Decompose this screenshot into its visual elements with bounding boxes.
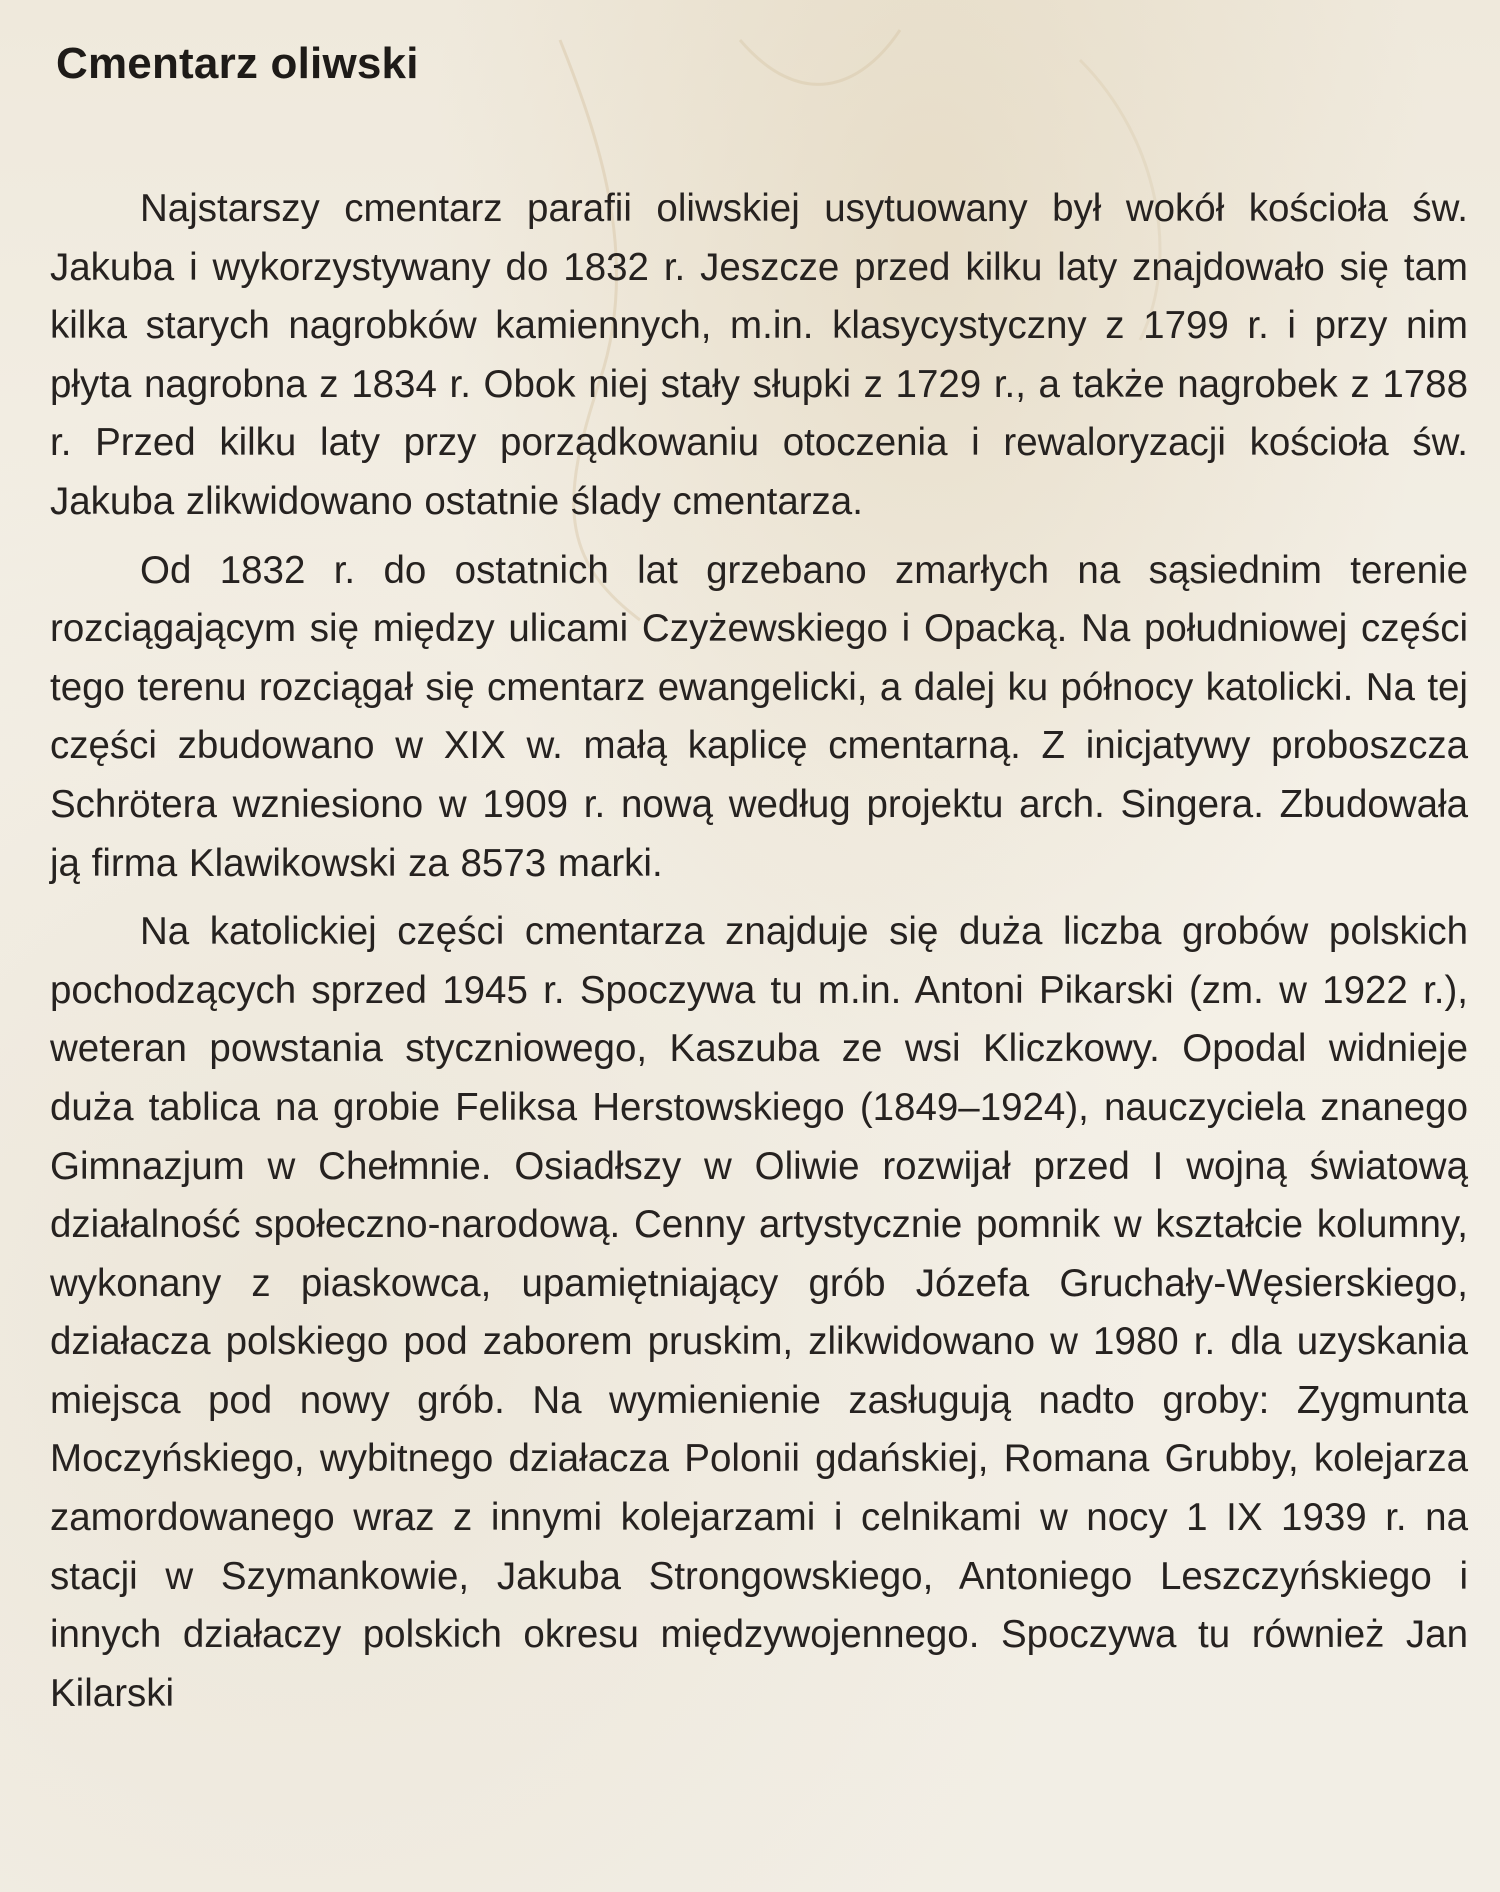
book-page (50, 22, 1468, 1733)
paragraph: Na katolickiej części cmentarza znajduje się duża liczba grobów polskich pochodzących sprzed 1945 r. Spoczywa tu m.in. Antoni Pikarski (zm. w 1922 r.), weteran powstania styczniowego, Kaszuba ze wsi Kliczkowy. Opodal widnieje duża tablica na grobie Feliksa Herstowskiego (1849–1924), nauczyciela znanego Gimnazjum w Chełmnie. Osiadłszy w Oliwie rozwijał przed I wojną światową działalność społeczno-narodową. Cenny artystycznie pomnik w kształcie kolumny, wykonany z piaskowca, upamiętniający grób Józefa Gruchały-Węsierskiego, działacza polskiego pod zaborem pruskim, zlikwidowano w 1980 r. dla uzyskania miejsca pod nowy grób. Na wymienienie zasługują nadto groby: Zygmunta Moczyńskiego, wybitnego działacza Polonii gdańskiej, Romana Grubby, kolejarza zamordowanego wraz z innymi kolejarzami i celnikami w nocy 1 IX 1939 r. na stacji w Szymankowie, Jakuba Strongowskiego, Antoniego Leszczyńskiego i innych działaczy polskich okresu międzywojennego. Spoczywa tu również Jan Kilarski (50, 910, 1468, 1715)
paragraph: Od 1832 r. do ostatnich lat grzebano zmarłych na sąsiednim terenie rozciągającym się między ulicami Czyżewskiego i Opacką. Na południowej części tego terenu rozciągał się cmentarz ewangelicki, a dalej ku północy katolicki. Na tej części zbudowano w XIX w. małą kaplicę cmentarną. Z inicjatywy proboszcza Schrötera wzniesiono w 1909 r. nową według projektu arch. Singera. Zbudowała ją firma Klawikowski za 8573 marki. (50, 548, 1468, 885)
paragraph: Najstarszy cmentarz parafii oliwskiej usytuowany był wokół kościoła św. Jakuba i wykorzystywany do 1832 r. Jeszcze przed kilku laty znajdowało się tam kilka starych nagrobków kamiennych, m.in. klasycystyczny z 1799 r. i przy nim płyta nagrobna z 1834 r. Obok niej stały słupki z 1729 r., a także nagrobek z 1788 r. Przed kilku laty przy porządkowaniu otoczenia i rewaloryzacji kościoła św. Jakuba zlikwidowano ostatnie ślady cmentarza. (50, 187, 1468, 523)
page-title: Cmentarz oliwski (56, 39, 419, 88)
body-text (50, 180, 1468, 1723)
